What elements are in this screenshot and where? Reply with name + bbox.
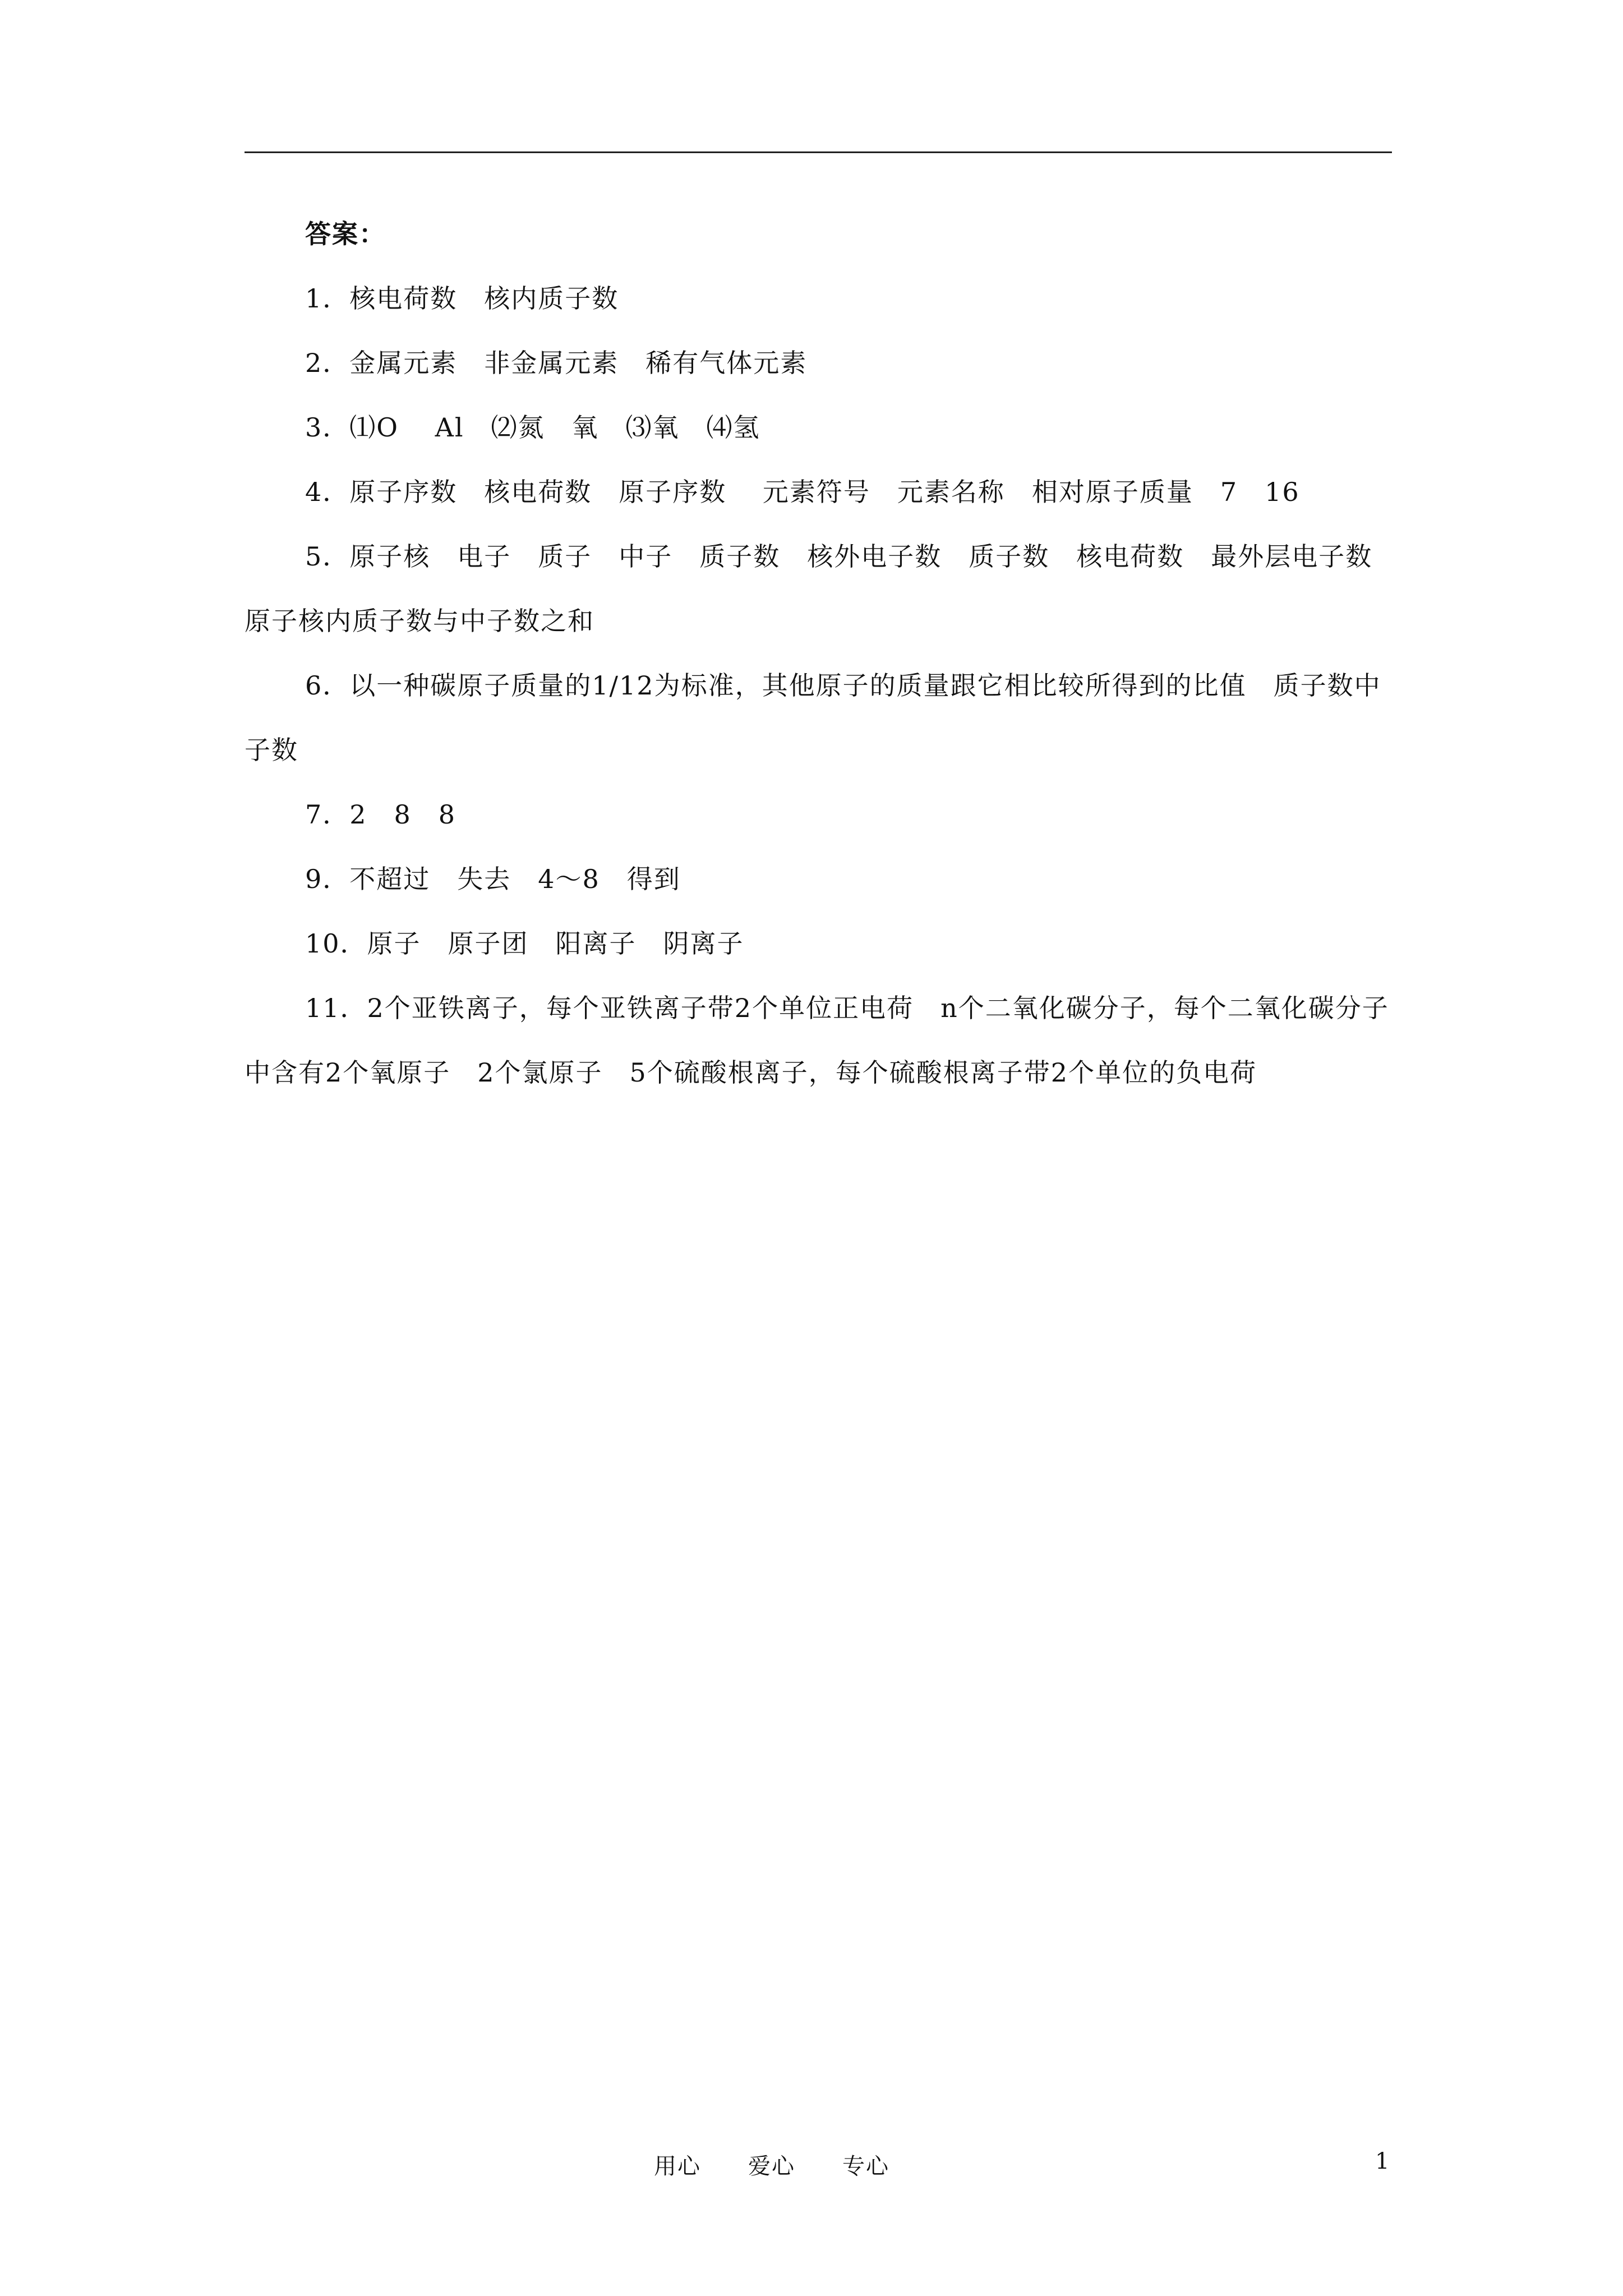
answer-item-4: 4．原子序数 核电荷数 原子序数 元素符号 元素名称 相对原子质量 7 16 [305, 477, 1300, 507]
answer-item-5: 5．原子核 电子 质子 中子 质子数 核外电子数 质子数 核电荷数 最外层电子数 原子核内质子数与中子数之和 [245, 541, 1400, 636]
answer-item-11: 11．2个亚铁离子，每个亚铁离子带2个单位正电荷 n个二氧化碳分子，每个二氧化碳分子中含有2个氧原子 2个氯原子 5个硫酸根离子，每个硫酸根离子带2个单位的负电荷 [245, 993, 1389, 1088]
footer-motto: 用心 爱心 专心 [654, 2154, 889, 2179]
answer-heading: 答案： [305, 219, 386, 249]
answer-item-3: 3．⑴O Al ⑵氮 氧 ⑶氧 ⑷氢 [305, 412, 760, 443]
answer-item-1: 1．核电荷数 核内质子数 [305, 283, 619, 314]
answer-item-10: 10．原子 原子团 阳离子 阴离子 [305, 928, 744, 959]
answer-item-9: 9．不超过 失去 4～8 得到 [305, 864, 681, 894]
page-footer [0, 2148, 1623, 2182]
header-rule [245, 151, 1392, 153]
answer-section [245, 202, 1400, 1105]
answer-item-7: 7．2 8 8 [305, 799, 457, 830]
page-number: 1 [1375, 2148, 1390, 2174]
answer-item-2: 2．金属元素 非金属元素 稀有气体元素 [305, 348, 808, 378]
answer-item-6: 6．以一种碳原子质量的1/12为标准，其他原子的质量跟它相比较所得到的比值 质子数中子数 [245, 670, 1381, 765]
